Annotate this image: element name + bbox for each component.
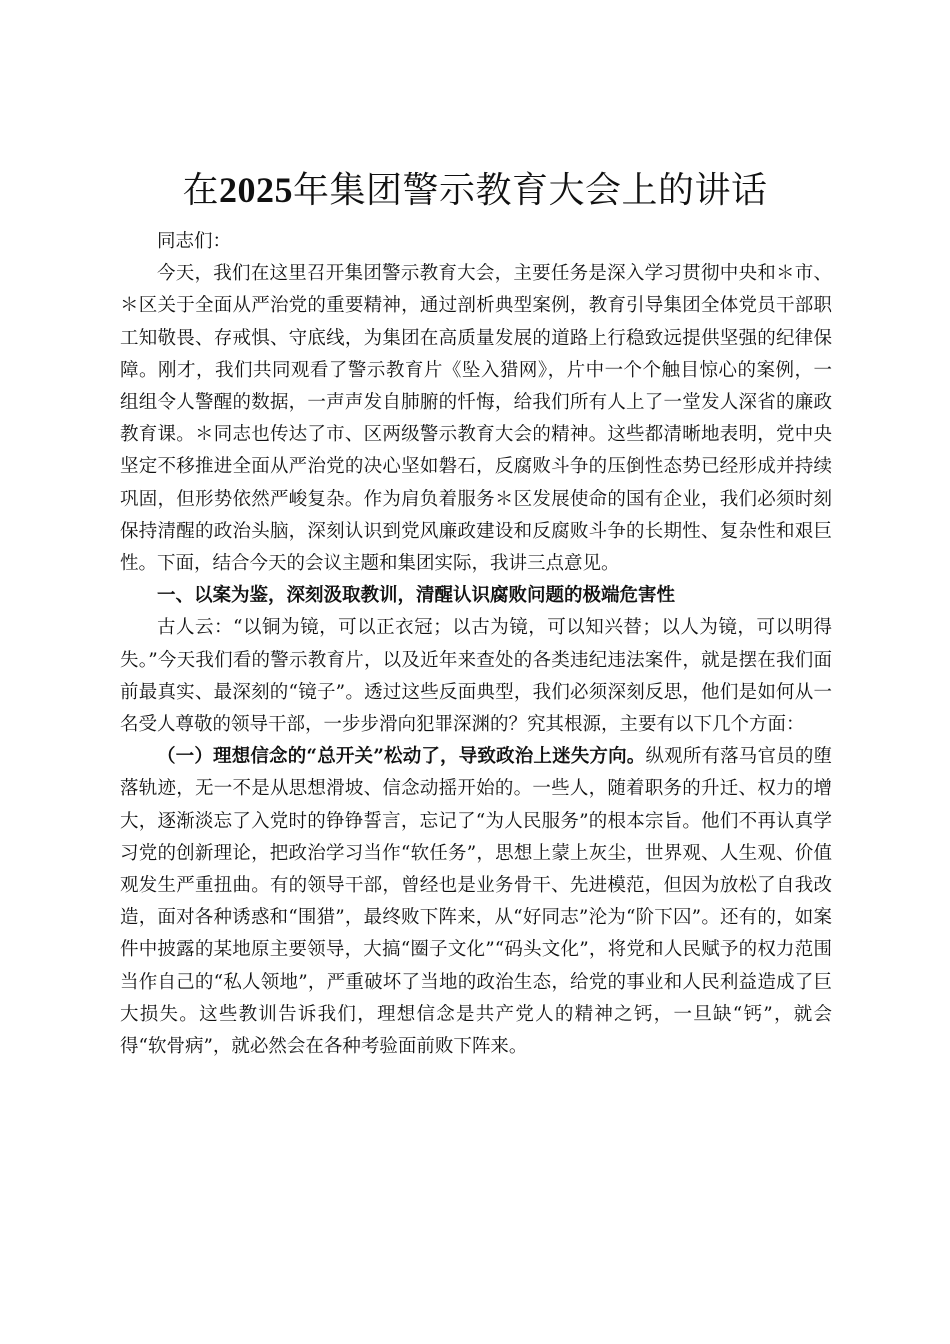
document-body (120, 226, 832, 1063)
subsection-1-body: 纵观所有落马官员的堕落轨迹，无一不是从思想滑坡、信念动摇开始的。一些人，随着职务的升迁、权力的增大，逐渐淡忘了入党时的铮铮誓言，忘记了“为人民服务”的根本宗旨。他们不再认真学习党的创新理论，把政治学习当作“软任务”，思想上蒙上灰尘，世界观、人生观、价值观发生严重扭曲。有的领导干部，曾经也是业务骨干、先进模范，但因为放松了自我改造，面对各种诱惑和“围猎”，最终败下阵来，从“好同志”沦为“阶下囚”。还有的，如案件中披露的某地原主要领导，大搞“圈子文化”“码头文化”，将党和人民赋予的权力范围当作自己的“私人领地”，严重破坏了当地的政治生态，给党的事业和人民利益造成了巨大损失。这些教训告诉我们，理想信念是共产党人的精神之钙，一旦缺“钙”，就会得“软骨病”，就必然会在各种考验面前败下阵来。 (120, 746, 832, 1058)
subsection-1-lead: （一）理想信念的“总开关”松动了，导致政治上迷失方向。 (157, 746, 646, 768)
title-year: 2025 (219, 170, 293, 210)
section-heading-1: 一、以案为鉴，深刻汲取教训，清醒认识腐败问题的极端危害性 (157, 585, 676, 607)
salutation: 同志们： (157, 231, 232, 252)
title-prefix: 在 (182, 170, 219, 211)
document-title (120, 166, 830, 215)
paragraph-intro: 今天，我们在这里召开集团警示教育大会，主要任务是深入学习贯彻中央和＊市、＊区关于全面从严治党的重要精神，通过剖析典型案例，教育引导集团全体党员干部职工知敬畏、存戒惧、守底线，为集团在高质量发展的道路上行稳致远提供坚强的纪律保障。刚才，我们共同观看了警示教育片《坠入猎网》，片中一个个触目惊心的案例，一组组令人警醒的数据，一声声发自肺腑的忏悔，给我们所有人上了一堂发人深省的廉政教育课。＊同志也传达了市、区两级警示教育大会的精神。这些都清晰地表明，党中央坚定不移推进全面从严治党的决心坚如磐石，反腐败斗争的压倒性态势已经形成并持续巩固，但形势依然严峻复杂。作为肩负着服务＊区发展使命的国有企业，我们必须时刻保持清醒的政治头脑，深刻认识到党风廉政建设和反腐败斗争的长期性、复杂性和艰巨性。下面，结合今天的会议主题和集团实际，我讲三点意见。 (120, 263, 832, 575)
title-suffix: 年集团警示教育大会上的讲话 (293, 170, 768, 211)
paragraph-subsection-1 (120, 741, 832, 1063)
paragraph-mirror: 古人云：“以铜为镜，可以正衣冠；以古为镜，可以知兴替；以人为镜，可以明得失。”今天我们看的警示教育片，以及近年来查处的各类违纪违法案件，就是摆在我们面前最真实、最深刻的“镜子”。透过这些反面典型，我们必须深刻反思，他们是如何从一名受人尊敬的领导干部，一步步滑向犯罪深渊的？究其根源，主要有以下几个方面： (120, 617, 832, 736)
